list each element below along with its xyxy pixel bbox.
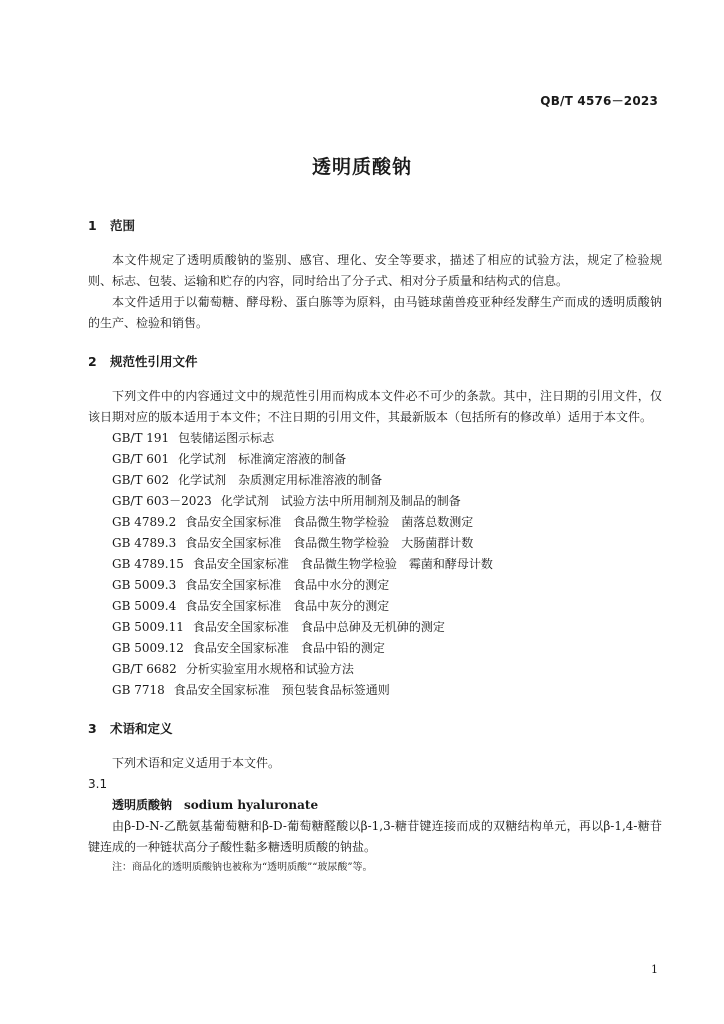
reference-title: 食品安全国家标准 食品中灰分的测定: [185, 599, 390, 613]
reference-code: GB 4789.3: [112, 536, 177, 550]
reference-item: [88, 575, 662, 596]
section-title: 术语和定义: [110, 721, 173, 736]
reference-list: [88, 428, 662, 701]
term-definition: 由β-D-N-乙酰氨基葡萄糖和β-D-葡萄糖醛酸以β-1,3-糖苷键连接而成的双糖结构单元，再以β-1,4-糖苷键连成的一种链状高分子酸性黏多糖透明质酸的钠盐。: [88, 819, 662, 854]
document-title: 透明质酸钠: [311, 156, 412, 178]
reference-code: GB/T 6682: [112, 662, 177, 676]
reference-item: [88, 638, 662, 659]
normative-intro: 下列文件中的内容通过文中的规范性引用而构成本文件必不可少的条款。其中，注日期的引用文件，仅该日期对应的版本适用于本文件；不注日期的引用文件，其最新版本（包括所有的修改单）适用于本文件。: [88, 389, 662, 424]
reference-code: GB 4789.15: [112, 557, 184, 571]
reference-code: GB/T 191: [112, 431, 170, 445]
term-name-en: sodium hyaluronate: [184, 798, 319, 812]
reference-title: 化学试剂 标准滴定溶液的制备: [178, 452, 347, 466]
reference-code: GB/T 603－2023: [112, 494, 212, 508]
page-number: 1: [651, 963, 658, 976]
section-number: 1: [88, 218, 97, 233]
reference-title: 食品安全国家标准 食品微生物学检验 大肠菌群计数: [185, 536, 474, 550]
standard-code: QB/T 4576－2023: [540, 94, 658, 108]
reference-title: 化学试剂 杂质测定用标准溶液的制备: [178, 473, 383, 487]
scope-paragraph-1: 本文件规定了透明质酸钠的鉴别、感官、理化、安全等要求，描述了相应的试验方法，规定了检验规则、标志、包装、运输和贮存的内容，同时给出了分子式、相对分子质量和结构式的信息。: [88, 253, 662, 288]
reference-item: [88, 512, 662, 533]
reference-item: [88, 554, 662, 575]
reference-code: GB 7718: [112, 683, 165, 697]
term-name-cn: 透明质酸钠: [112, 798, 173, 812]
section-number: 2: [88, 354, 97, 369]
reference-title: 化学试剂 试验方法中所用制剂及制品的制备: [220, 494, 461, 508]
term-name: [88, 795, 662, 816]
term-note: 注：商品化的透明质酸钠也被称为“透明质酸”“玻尿酸”等。: [112, 862, 373, 873]
term-number: 3.1: [88, 777, 108, 791]
reference-title: 分析实验室用水规格和试验方法: [185, 662, 354, 676]
reference-code: GB 4789.2: [112, 515, 177, 529]
section-heading-terms: [88, 719, 662, 737]
reference-title: 食品安全国家标准 预包装食品标签通则: [173, 683, 390, 697]
reference-code: GB 5009.11: [112, 620, 184, 634]
reference-item: [88, 533, 662, 554]
reference-title: 包装储运图示标志: [178, 431, 275, 445]
terms-intro: 下列术语和定义适用于本文件。: [112, 756, 281, 770]
reference-item: [88, 449, 662, 470]
reference-item: [88, 680, 662, 701]
reference-item: [88, 659, 662, 680]
reference-code: GB/T 602: [112, 473, 170, 487]
section-heading-normative: [88, 352, 662, 370]
reference-title: 食品安全国家标准 食品微生物学检验 霉菌和酵母计数: [192, 557, 493, 571]
reference-code: GB 5009.12: [112, 641, 184, 655]
section-heading-scope: [88, 216, 662, 234]
reference-title: 食品安全国家标准 食品中铅的测定: [192, 641, 385, 655]
reference-title: 食品安全国家标准 食品微生物学检验 菌落总数测定: [185, 515, 474, 529]
reference-title: 食品安全国家标准 食品中水分的测定: [185, 578, 390, 592]
section-title: 规范性引用文件: [110, 354, 198, 369]
reference-title: 食品安全国家标准 食品中总砷及无机砷的测定: [192, 620, 445, 634]
reference-item: [88, 617, 662, 638]
reference-code: GB 5009.3: [112, 578, 177, 592]
reference-item: [88, 596, 662, 617]
section-number: 3: [88, 721, 97, 736]
document-body: [88, 216, 662, 877]
scope-paragraph-2: 本文件适用于以葡萄糖、酵母粉、蛋白胨等为原料，由马链球菌兽疫亚种经发酵生产而成的透明质酸钠的生产、检验和销售。: [88, 295, 662, 330]
reference-code: GB/T 601: [112, 452, 170, 466]
reference-item: [88, 491, 662, 512]
section-title: 范围: [110, 218, 136, 233]
reference-item: [88, 470, 662, 491]
reference-item: [88, 428, 662, 449]
reference-code: GB 5009.4: [112, 599, 177, 613]
